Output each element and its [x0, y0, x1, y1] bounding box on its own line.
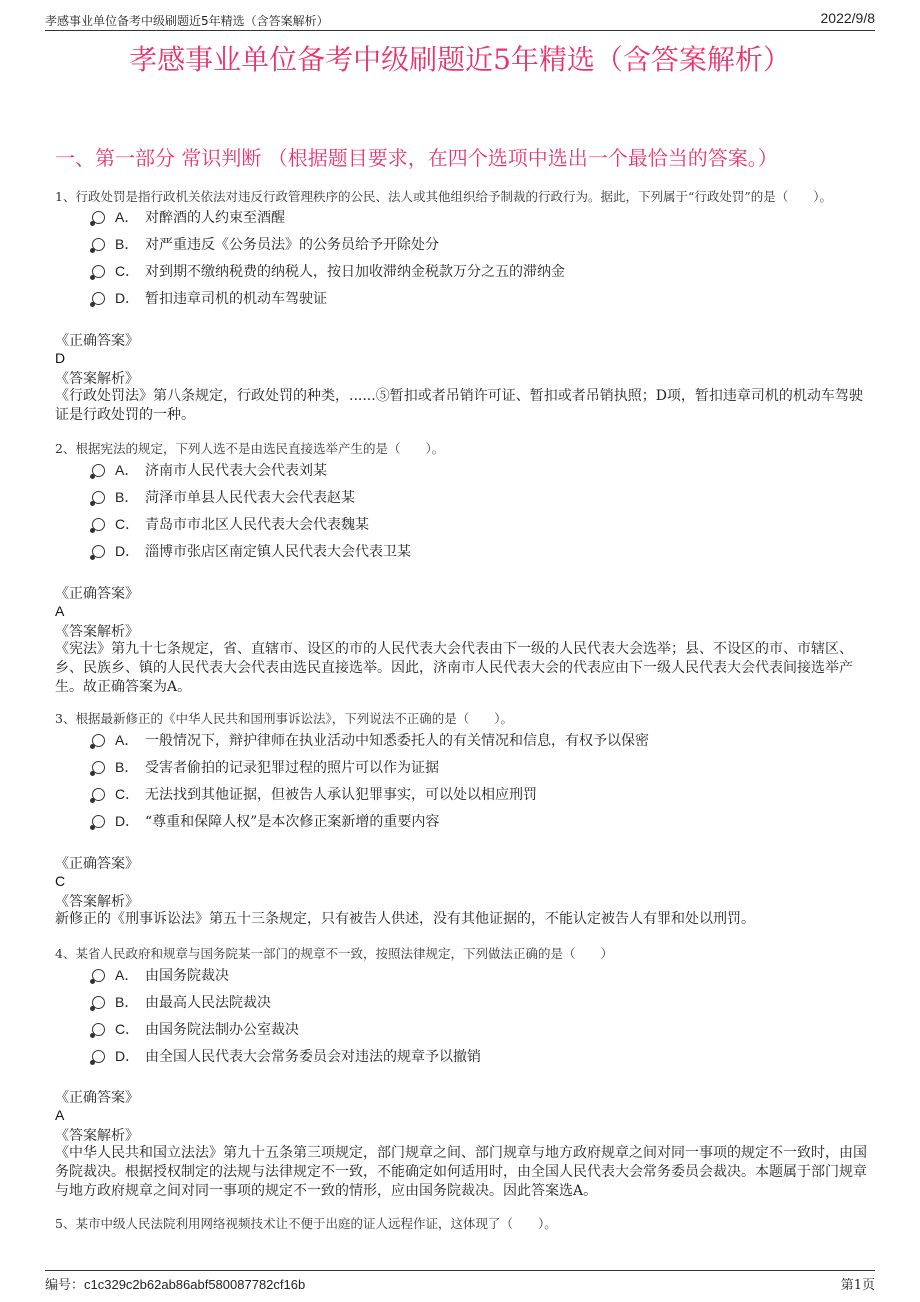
- question-2-stem: 2、根据宪法的规定，下列人选不是由选民直接选举产生的是（ ）。: [55, 441, 445, 456]
- radio-icon[interactable]: [92, 464, 105, 477]
- question-2-option-b[interactable]: B． 菏泽市单县人民代表大会代表赵某: [92, 486, 355, 508]
- question-4-option-b[interactable]: B． 由最高人民法院裁决: [92, 991, 271, 1013]
- question-3-answer: C: [55, 873, 66, 889]
- question-5-stem: 5、某市中级人民法院利用网络视频技术让不便于出庭的证人远程作证，这体现了（ ）。: [55, 1216, 557, 1231]
- question-4-analysis-label: 《答案解析》: [55, 1128, 139, 1144]
- question-1-option-b[interactable]: B． 对严重违反《公务员法》的公务员给予开除处分: [92, 233, 439, 255]
- question-1-option-d[interactable]: D． 暂扣违章司机的机动车驾驶证: [92, 287, 327, 309]
- question-2-answer: A: [55, 603, 65, 619]
- question-3-option-d[interactable]: D． “尊重和保障人权”是本次修正案新增的重要内容: [92, 810, 439, 832]
- question-3-analysis-label: 《答案解析》: [55, 894, 139, 910]
- radio-icon[interactable]: [92, 1023, 105, 1036]
- question-4-analysis: 《中华人民共和国立法法》第九十五条第三项规定，部门规章之间、部门规章与地方政府规章之间对同一事项的规定不一致时，由国务院裁决。根据授权制定的法规与法律规定不一致，不能确定如何适用时，由全国人民代表大会常务委员会裁决。本题属于部门规章与地方政府规章之间对同一事项的规定不一致的情形，应由国务院裁决。因此答案选A。: [55, 1145, 867, 1199]
- question-4-option-d[interactable]: D． 由全国人民代表大会常务委员会对违法的规章予以撤销: [92, 1045, 481, 1067]
- question-3-option-a[interactable]: A． 一般情况下，辩护律师在执业活动中知悉委托人的有关情况和信息，有权予以保密: [92, 729, 649, 751]
- header-date: 2022/9/8: [820, 10, 875, 26]
- question-2-option-d[interactable]: D． 淄博市张店区南定镇人民代表大会代表卫某: [92, 540, 411, 562]
- question-2-option-c[interactable]: C． 青岛市市北区人民代表大会代表魏某: [92, 513, 369, 535]
- question-4-option-a[interactable]: A． 由国务院裁决: [92, 964, 229, 986]
- radio-icon[interactable]: [92, 265, 105, 278]
- question-1-answer: D: [55, 350, 66, 366]
- question-1-analysis-label: 《答案解析》: [55, 371, 139, 387]
- question-3-option-c[interactable]: C． 无法找到其他证据，但被告人承认犯罪事实，可以处以相应刑罚: [92, 783, 537, 805]
- page-footer: [45, 1270, 875, 1291]
- radio-icon[interactable]: [92, 238, 105, 251]
- question-1-stem: 1、行政处罚是指行政机关依法对违反行政管理秩序的公民、法人或其他组织给予制裁的行政行为。据此，下列属于“行政处罚”的是（ ）。: [55, 189, 832, 204]
- question-4-option-c[interactable]: C． 由国务院法制办公室裁决: [92, 1018, 299, 1040]
- radio-icon[interactable]: [92, 996, 105, 1009]
- question-1-option-c[interactable]: C． 对到期不缴纳税费的纳税人，按日加收滞纳金税款万分之五的滞纳金: [92, 260, 565, 282]
- radio-icon[interactable]: [92, 969, 105, 982]
- page-number: 第1页: [840, 1278, 875, 1293]
- radio-icon[interactable]: [92, 518, 105, 531]
- radio-icon[interactable]: [92, 491, 105, 504]
- page-header: [45, 10, 875, 31]
- radio-icon[interactable]: [92, 761, 105, 774]
- document-code: 编号：c1c329c2b62ab86abf580087782cf16b: [45, 1277, 306, 1292]
- question-3-analysis: 新修正的《刑事诉讼法》第五十三条规定，只有被告人供述，没有其他证据的，不能认定被告人有罪和处以刑罚。: [55, 911, 755, 927]
- question-4-stem: 4、某省人民政府和规章与国务院某一部门的规章不一致，按照法律规定，下列做法正确的是（ ）: [55, 946, 613, 961]
- question-2-analysis: 《宪法》第九十七条规定，省、直辖市、设区的市的人民代表大会代表由下一级的人民代表大会选举；县、不设区的市、市辖区、乡、民族乡、镇的人民代表大会代表由选民直接选举。因此，济南市人民代表大会的代表应由下一级人民代表大会代表间接选举产生。故正确答案为A。: [55, 641, 853, 695]
- question-1-analysis: 《行政处罚法》第八条规定，行政处罚的种类，......⑤暂扣或者吊销许可证、暂扣或者吊销执照；D项，暂扣违章司机的机动车驾驶证是行政处罚的一种。: [55, 388, 863, 423]
- question-2-option-a[interactable]: A． 济南市人民代表大会代表刘某: [92, 459, 327, 481]
- document-title: 孝感事业单位备考中级刷题近5年精选（含答案解析）: [129, 43, 791, 76]
- question-2-answer-label: 《正确答案》: [55, 586, 139, 602]
- question-3-stem: 3、根据最新修正的《中华人民共和国刑事诉讼法》，下列说法不正确的是（ ）。: [55, 711, 513, 726]
- question-2-analysis-label: 《答案解析》: [55, 624, 139, 640]
- question-3-answer-label: 《正确答案》: [55, 856, 139, 872]
- question-3-option-b[interactable]: B． 受害者偷拍的记录犯罪过程的照片可以作为证据: [92, 756, 439, 778]
- radio-icon[interactable]: [92, 815, 105, 828]
- radio-icon[interactable]: [92, 734, 105, 747]
- radio-icon[interactable]: [92, 1050, 105, 1063]
- radio-icon[interactable]: [92, 292, 105, 305]
- question-4-answer: A: [55, 1107, 65, 1123]
- header-doc-name: 孝感事业单位备考中级刷题近5年精选（含答案解析）: [45, 14, 329, 28]
- radio-icon[interactable]: [92, 788, 105, 801]
- question-4-answer-label: 《正确答案》: [55, 1090, 139, 1106]
- section-title: 一、第一部分 常识判断 （根据题目要求，在四个选项中选出一个最恰当的答案。）: [55, 146, 778, 170]
- radio-icon[interactable]: [92, 211, 105, 224]
- question-1-answer-label: 《正确答案》: [55, 333, 139, 349]
- radio-icon[interactable]: [92, 545, 105, 558]
- question-1-option-a[interactable]: A． 对醉酒的人约束至酒醒: [92, 206, 285, 228]
